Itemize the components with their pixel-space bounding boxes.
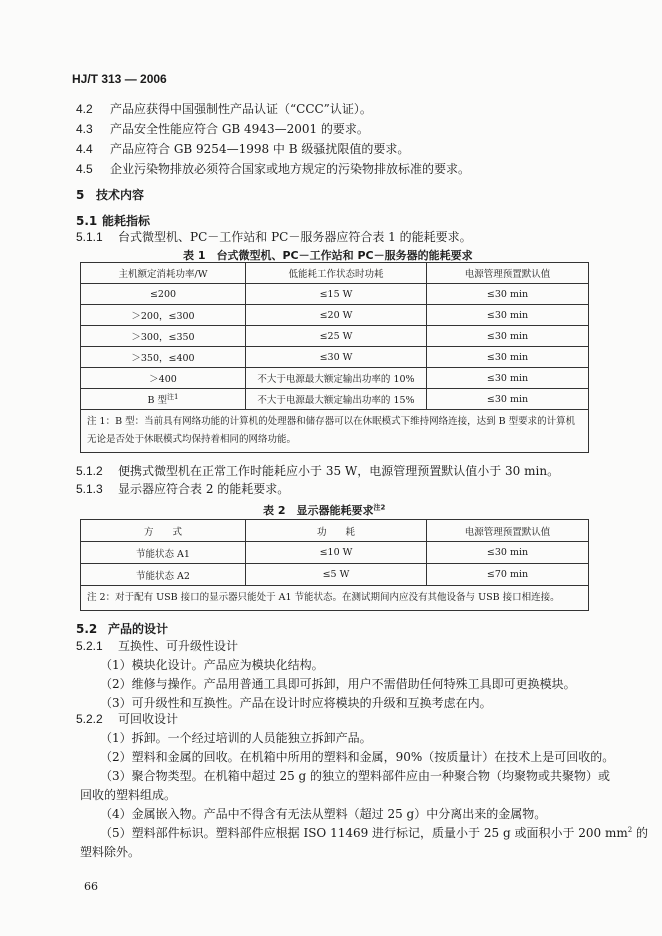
table-2-header-default: 电源管理预置默认值: [427, 520, 589, 542]
running-header: HJ/T 313 — 2006: [72, 72, 167, 86]
table-cell: ＞350，≤400: [81, 347, 246, 368]
table-row: [81, 347, 589, 368]
table-row: [81, 284, 589, 305]
table-cell: ＞400: [81, 368, 246, 389]
list-item: （4）金属嵌入物。产品中不得含有无法从塑料（超过 25 g）中分离出来的金属物。: [100, 807, 547, 821]
list-item: （3）聚合物类型。在机箱中超过 25 g 的独立的塑料部件应由一种聚合物（均聚物或共聚物）或: [100, 769, 611, 783]
table-cell: ＞200，≤300: [81, 305, 246, 326]
table-cell: ≤30 min: [427, 542, 589, 564]
clause-4-2: 4.2 产品应获得中国强制性产品认证（“CCC”认证）。: [76, 102, 372, 116]
table-1: [80, 262, 589, 453]
table-cell: 不大于电源最大额定输出功率的 10%: [246, 368, 427, 389]
table-cell: ≤5 W: [246, 564, 427, 586]
table-row: [81, 305, 589, 326]
table-1-header-default: 电源管理预置默认值: [427, 263, 589, 284]
list-item: （3）可升级性和互换性。产品在设计时应将模块的升级和互换考虑在内。: [100, 696, 492, 710]
table-row: [81, 542, 589, 564]
table-1-header-power: 主机额定消耗功率/W: [81, 263, 246, 284]
section-5-1-heading: 5.1 能耗指标: [76, 214, 151, 228]
table-cell: ≤15 W: [246, 284, 427, 305]
table-cell: 节能状态 A1: [81, 542, 246, 564]
clause-4-3: 4.3 产品安全性能应符合 GB 4943—2001 的要求。: [76, 122, 369, 136]
section-5-heading: 5 技术内容: [76, 188, 145, 202]
list-item-continuation: 塑料除外。: [80, 845, 141, 859]
table-1-note: 注 1：B 型：当前具有网络功能的计算机的处理器和储存器可以在休眠模式下维持网络连接，达到 B 型要求的计算机无论是否处于休眠模式均保持着相同的网络功能。: [81, 410, 589, 453]
table-2: [80, 519, 589, 611]
table-1-header-low-power: 低能耗工作状态时功耗: [246, 263, 427, 284]
table-cell: ≤30 min: [427, 326, 589, 347]
table-cell: ≤30 min: [427, 284, 589, 305]
table-cell: ≤30 W: [246, 347, 427, 368]
table-2-caption: 表 2 显示器能耗要求$^{注2}$: [263, 503, 386, 517]
clause-4-4: 4.4 产品应符合 GB 9254—1998 中 B 级骚扰限值的要求。: [76, 142, 410, 156]
table-cell: ≤30 min: [427, 389, 589, 410]
table-row: [81, 389, 589, 410]
list-item: （1）拆卸。一个经过培训的人员能独立拆卸产品。: [100, 731, 372, 745]
table-cell: ≤30 min: [427, 305, 589, 326]
table-cell: ≤30 min: [427, 347, 589, 368]
table-row: [81, 368, 589, 389]
page-number: 66: [84, 880, 98, 893]
list-item: （1）模块化设计。产品应为模块化结构。: [100, 658, 324, 672]
clause-5-1-3: 5.1.3 显示器应符合表 2 的能耗要求。: [76, 482, 290, 496]
section-5-2-heading: 5.2 产品的设计: [76, 622, 169, 636]
table-cell: ≤70 min: [427, 564, 589, 586]
table-cell: ≤20 W: [246, 305, 427, 326]
list-item: （2）塑料和金属的回收。在机箱中所用的塑料和金属，90%（按质量计）在技术上是可回收的。: [100, 750, 615, 764]
list-item: （5）塑料部件标识。塑料部件应根据 ISO 11469 进行标记，质量小于 25 g 或面积小于 200 $mm^2$ 的: [100, 826, 649, 840]
list-item-continuation: 回收的塑料组成。: [80, 788, 177, 802]
table-cell: ≤30 min: [427, 368, 589, 389]
table-row: [81, 564, 589, 586]
table-cell: 节能状态 A2: [81, 564, 246, 586]
table-cell: ≤25 W: [246, 326, 427, 347]
table-cell: ≤200: [81, 284, 246, 305]
table-row: [81, 326, 589, 347]
list-item: （2）维修与操作。产品用普通工具即可拆卸，用户不需借助任何特殊工具即可更换模块。: [100, 677, 576, 691]
clause-5-1-1: 5.1.1 台式微型机、PC－工作站和 PC－服务器应符合表 1 的能耗要求。: [76, 230, 472, 244]
table-cell: B 型$^{注1}$: [81, 389, 246, 410]
table-2-header-mode: 方 式: [81, 520, 246, 542]
table-2-header-power: 功 耗: [246, 520, 427, 542]
clause-4-5: 4.5 企业污染物排放必须符合国家或地方规定的污染物排放标准的要求。: [76, 162, 471, 176]
table-2-note: 注 2：对于配有 USB 接口的显示器只能处于 A1 节能状态。在测试期间内应没有其他设备与 USB 接口相连接。: [81, 586, 589, 611]
table-cell: ≤10 W: [246, 542, 427, 564]
table-cell: ＞300，≤350: [81, 326, 246, 347]
clause-5-2-2: 5.2.2 可回收设计: [76, 712, 179, 726]
clause-5-2-1: 5.2.1 互换性、可升级性设计: [76, 639, 239, 653]
table-1-caption: 表 1 台式微型机、PC－工作站和 PC－服务器的能耗要求: [183, 249, 473, 262]
table-cell: 不大于电源最大额定输出功率的 15%: [246, 389, 427, 410]
footnote-marker: 注1: [167, 392, 179, 401]
clause-5-1-2: 5.1.2 便携式微型机在正常工作时能耗应小于 35 W，电源管理预置默认值小于 30 min。: [76, 464, 560, 478]
